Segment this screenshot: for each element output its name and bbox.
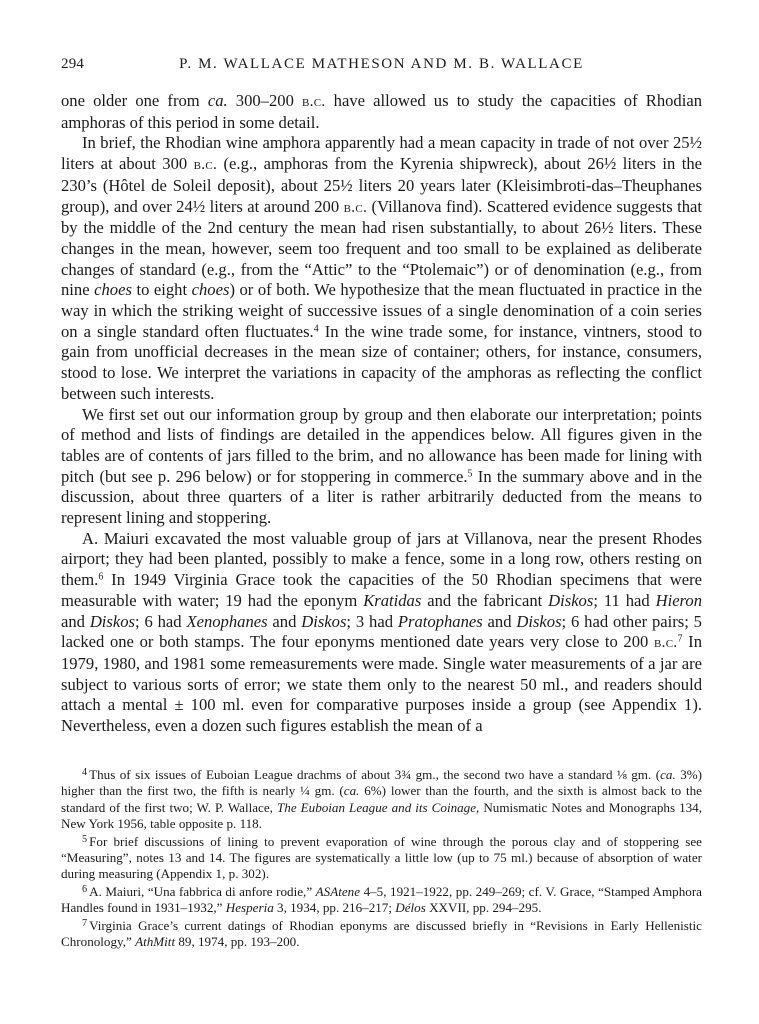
footnote-ref[interactable]: 6 [98, 571, 104, 583]
running-head: P. M. WALLACE MATHESON AND M. B. WALLACE [179, 56, 584, 72]
paragraph: We first set out our information group by group and then elaborate our interpretation; points of method and lists of findings are detailed in the appendices below. All figures given in the tables are of contents of jars filled to the brim, and no allowance has been made for lining with pitch (but see p. 296 below) or for stoppering in commerce.$^5$ In the summary above and in the discussion, about three quarters of a liter is rather arbitrarily deducted from the means to represent lining and stoppering. [61, 404, 702, 528]
body-text [61, 91, 702, 737]
footnote-ref[interactable]: 5 [467, 468, 473, 480]
paragraph: one older one from ca. 300–200 b.c. have allowed us to study the capacities of Rhodian amphoras of this period in some detail. [61, 91, 703, 132]
footnote-5: $^5$ For brief discussions of lining to prevent evaporation of wine through the porous clay and of stoppering see “Measuring”, notes 13 and 14. The figures are systematically a little low (up to 75 ml.) because of absorption of water during measuring (Appendix 1, p. 302). [61, 833, 702, 882]
paragraph: In brief, the Rhodian wine amphora apparently had a mean capacity in trade of not over 25½ liters at about 300 b.c. (e.g., amphoras from the Kyrenia shipwreck), about 26½ liters in the 230’s (Hôtel de Soleil deposit), about 25½ liters 20 years later (Kleisimbroti-das–Theuphanes group), and over 24½ liters at around 200 b.c. (Villanova find). Scattered evidence suggests that by the middle of the 2nd century the mean had risen substantially, to about 26½ liters. These changes in the mean, however, seem too frequent and too small to be explained as deliberate changes of standard (e.g., from the “Attic” to the “Ptolemaic”) or of denomination (e.g., from nine choes to eight choes) or of both. We hypothesize that the mean fluctuated in practice in the way in which the striking weight of successive issues of a single denomination of a coin series on a single standard often fluctuates.$^4$ In the wine trade some, for instance, vintners, stood to gain from unofficial decreases in the mean size of container; others, for instance, consumers, stood to lose. We interpret the variations in capacity of the amphoras as reflecting the conflict between such interests. [61, 133, 702, 403]
footnote-4: $^4$ Thus of six issues of Euboian League drachms of about 3¾ gm., the second two have a standard ⅛ gm. (ca. 3%) higher than the first two, the fifth is nearly ¼ gm. (ca. 6%) lower than the fourth, and the sixth is almost back to the standard of the first two; W. P. Wallace, The Euboian League and its Coinage, Numismatic Notes and Monographs 134, New York 1956, table opposite p. 118. [61, 767, 703, 832]
page-number: 294 [61, 56, 85, 72]
footnote-7: $^7$ Virginia Grace’s current datings of Rhodian eponyms are discussed briefly in “Revisions in Early Hellenistic Chronology,” AthMitt 89, 1974, pp. 193–200. [61, 917, 702, 950]
footnote-6: $^6$ A. Maiuri, “Una fabbrica di anfore rodie,” ASAtene 4–5, 1921–1922, pp. 249–269; cf. V. Grace, “Stamped Amphora Handles found in 1931–1932,” Hesperia 3, 1934, pp. 216–217; Délos XXVII, pp. 294–295. [61, 883, 702, 916]
footnote-ref[interactable]: 7 [677, 633, 683, 645]
running-header [61, 56, 702, 76]
paragraph: A. Maiuri excavated the most valuable group of jars at Villanova, near the present Rhodes airport; they had been planted, possibly to make a fence, some in a long row, others resting on them.$^6$ In 1949 Virginia Grace took the capacities of the 50 Rhodian specimens that were measurable with water; 19 had the eponym Kratidas and the fabricant Diskos; 11 had Hieron and Diskos; 6 had Xenophanes and Diskos; 3 had Pratophanes and Diskos; 6 had other pairs; 5 lacked one or both stamps. The four eponyms mentioned date years very close to 200 b.c.$^7$ In 1979, 1980, and 1981 some remeasurements were made. Single water measurements of a jar are subject to various sorts of error; we state them only to the nearest 50 ml., and readers should attach a mental ± 100 ml. even for comparative purposes inside a group (see Appendix 1). Nevertheless, even a dozen such figures establish the mean of a [61, 528, 702, 736]
footnote-ref[interactable]: 4 [313, 323, 319, 335]
footnotes [61, 767, 702, 951]
